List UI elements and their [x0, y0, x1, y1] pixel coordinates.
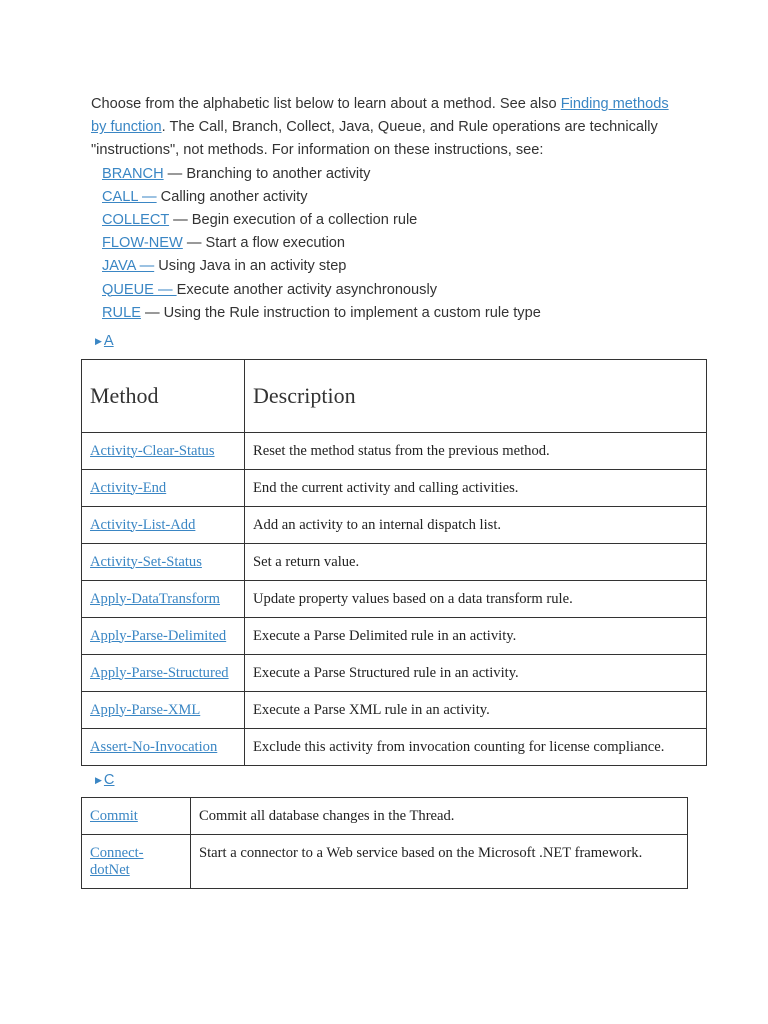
intro-text-after: . The Call, Branch, Collect, Java, Queue, and Rule operations are technically "instructions", not methods. For information on these instructions, see:	[91, 119, 658, 159]
description-cell: Set a return value.	[245, 544, 707, 581]
description-cell: Start a connector to a Web service based on the Microsoft .NET framework.	[191, 835, 688, 889]
method-link[interactable]: Connect-dotNet	[90, 845, 144, 878]
method-link[interactable]: Commit	[90, 808, 138, 824]
method-link[interactable]: Activity-Clear-Status	[90, 442, 215, 459]
method-cell	[82, 507, 245, 544]
method-cell	[82, 798, 191, 835]
method-cell	[82, 544, 245, 581]
table-row	[82, 470, 707, 507]
description-cell: Exclude this activity from invocation counting for license compliance.	[245, 729, 707, 766]
description-cell: Execute a Parse Structured rule in an activity.	[245, 655, 707, 692]
intro-paragraph	[91, 93, 681, 163]
method-link[interactable]: Apply-Parse-Delimited	[90, 627, 227, 644]
method-link[interactable]: Activity-End	[90, 479, 167, 496]
section-toggle-a[interactable]	[95, 333, 114, 349]
table-row	[82, 655, 707, 692]
method-link[interactable]: Apply-DataTransform	[90, 590, 220, 607]
expand-triangle-icon: ▶	[95, 336, 102, 346]
description-cell: Execute a Parse XML rule in an activity.	[245, 692, 707, 729]
intro	[91, 93, 681, 325]
instruction-list	[91, 163, 681, 325]
table-row	[82, 507, 707, 544]
method-cell	[82, 433, 245, 470]
method-cell	[82, 835, 191, 889]
instruction-link-branch[interactable]: BRANCH	[102, 165, 164, 182]
instruction-item: COLLECT — Begin execution of a collection rule	[102, 212, 418, 229]
table-row	[82, 618, 707, 655]
method-cell	[82, 470, 245, 507]
table-row	[82, 692, 707, 729]
table-row	[82, 544, 707, 581]
section-toggle-c[interactable]	[95, 772, 114, 788]
table-row	[82, 835, 688, 889]
method-cell	[82, 729, 245, 766]
method-cell	[82, 581, 245, 618]
instruction-item: BRANCH — Branching to another activity	[91, 163, 681, 186]
header-method: Method	[82, 360, 245, 433]
table-row	[82, 581, 707, 618]
section-letter-a: A	[103, 333, 114, 349]
instruction-link-call[interactable]: CALL —	[102, 188, 157, 205]
method-link[interactable]: Assert-No-Invocation	[90, 738, 218, 755]
method-link[interactable]: Activity-Set-Status	[90, 553, 202, 570]
instruction-item: RULE — Using the Rule instruction to implement a custom rule type	[91, 302, 681, 325]
instruction-link-java[interactable]: JAVA —	[102, 258, 155, 275]
table-row	[82, 798, 688, 835]
description-cell: End the current activity and calling activities.	[245, 470, 707, 507]
intro-text-before: Choose from the alphabetic list below to learn about a method. See also	[91, 96, 561, 112]
description-cell: Reset the method status from the previous method.	[245, 433, 707, 470]
method-cell	[82, 692, 245, 729]
description-cell: Commit all database changes in the Thread.	[191, 798, 688, 835]
instruction-item: FLOW-NEW — Start a flow execution	[102, 235, 346, 252]
instruction-link-rule[interactable]: RULE	[102, 304, 141, 321]
method-link[interactable]: Apply-Parse-Structured	[90, 664, 229, 681]
table-row	[82, 729, 707, 766]
table-row	[82, 433, 707, 470]
instruction-link-flow-new[interactable]: FLOW-NEW	[102, 235, 183, 252]
instruction-link-collect[interactable]: COLLECT	[102, 212, 170, 229]
description-cell: Add an activity to an internal dispatch list.	[245, 507, 707, 544]
section-letter-c: C	[103, 772, 115, 788]
expand-triangle-icon: ▶	[95, 775, 102, 785]
description-cell: Execute a Parse Delimited rule in an activity.	[245, 618, 707, 655]
finding-methods-link[interactable]: Finding methods by function	[91, 96, 669, 136]
method-link[interactable]: Activity-List-Add	[90, 516, 196, 533]
instruction-link-queue[interactable]: QUEUE —	[102, 281, 177, 298]
method-link[interactable]: Apply-Parse-XML	[90, 701, 201, 718]
methods-table-c	[81, 797, 688, 889]
instruction-item: CALL — Calling another activity	[91, 186, 681, 209]
instruction-item: QUEUE — Execute another activity asynchronously	[102, 281, 438, 298]
description-cell: Update property values based on a data transform rule.	[245, 581, 707, 618]
method-cell	[82, 618, 245, 655]
method-cell	[82, 655, 245, 692]
instruction-item: JAVA — Using Java in an activity step	[91, 255, 681, 278]
methods-table-a	[81, 359, 707, 766]
table-header-row	[82, 360, 707, 433]
header-description: Description	[245, 360, 707, 433]
